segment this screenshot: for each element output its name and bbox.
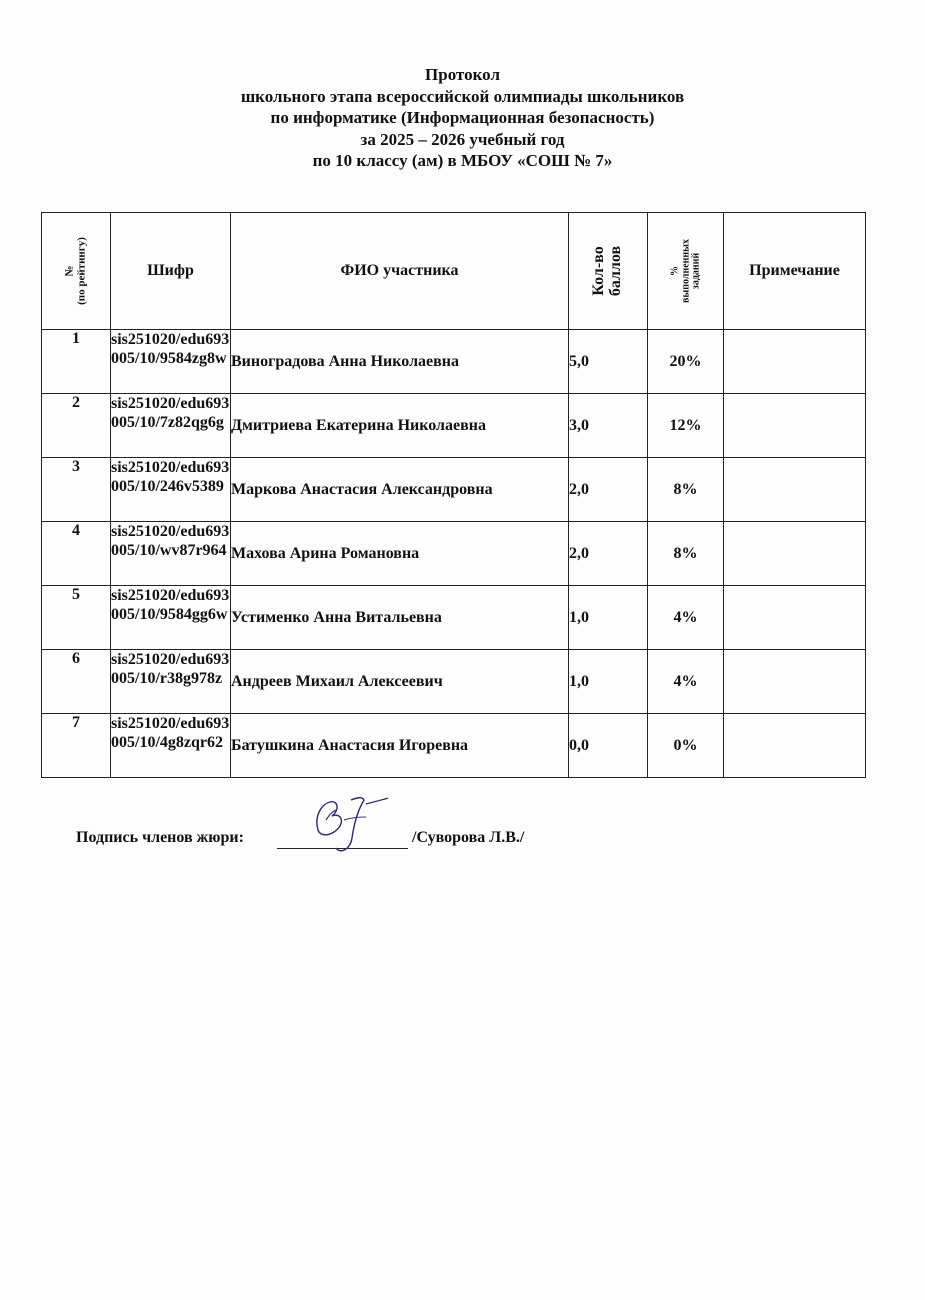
header-score bbox=[569, 213, 648, 330]
row-note bbox=[724, 394, 866, 458]
row-rank: 7 bbox=[42, 714, 111, 778]
row-percent: 12% bbox=[648, 394, 724, 458]
row-score: 2,0 bbox=[569, 458, 648, 522]
header-score-line-1: Кол-во bbox=[590, 246, 608, 296]
header-rank bbox=[42, 213, 111, 330]
header-rank-note: (по рейтингу) bbox=[75, 237, 87, 305]
jury-signature-label: Подпись членов жюри: bbox=[76, 829, 244, 846]
header-percent bbox=[648, 213, 724, 330]
title-line-5: по 10 классу (ам) в МБОУ «СОШ № 7» bbox=[312, 151, 613, 170]
row-rank: 4 bbox=[42, 522, 111, 586]
row-score: 5,0 bbox=[569, 330, 648, 394]
row-percent: 20% bbox=[648, 330, 724, 394]
table-row bbox=[42, 586, 866, 650]
row-code: sis251020/edu693005/10/r38g978z bbox=[111, 650, 231, 714]
row-percent: 8% bbox=[648, 522, 724, 586]
results-table bbox=[41, 212, 866, 778]
title-line-3: по информатике (Информационная безопасность) bbox=[270, 108, 655, 127]
row-score: 2,0 bbox=[569, 522, 648, 586]
row-code: sis251020/edu693005/10/wv87r964 bbox=[111, 522, 231, 586]
row-score: 0,0 bbox=[569, 714, 648, 778]
row-note bbox=[724, 586, 866, 650]
row-name: Виноградова Анна Николаевна bbox=[231, 330, 569, 394]
document-title bbox=[0, 64, 925, 172]
row-percent: 4% bbox=[648, 650, 724, 714]
row-score: 1,0 bbox=[569, 586, 648, 650]
row-note bbox=[724, 650, 866, 714]
row-percent: 4% bbox=[648, 586, 724, 650]
row-note bbox=[724, 522, 866, 586]
header-score-line-2: баллов bbox=[607, 245, 624, 297]
header-percent-symbol: % bbox=[668, 266, 680, 277]
row-code: sis251020/edu693005/10/9584gg6w bbox=[111, 586, 231, 650]
header-code: Шифр bbox=[111, 213, 231, 330]
row-rank: 3 bbox=[42, 458, 111, 522]
row-rank: 6 bbox=[42, 650, 111, 714]
row-name: Дмитриева Екатерина Николаевна bbox=[231, 394, 569, 458]
table-row bbox=[42, 330, 866, 394]
handwritten-signature bbox=[296, 790, 396, 860]
row-rank: 1 bbox=[42, 330, 111, 394]
row-rank: 2 bbox=[42, 394, 111, 458]
row-note bbox=[724, 330, 866, 394]
table-header-row bbox=[42, 213, 866, 330]
row-code: sis251020/edu693005/10/4g8zqr62 bbox=[111, 714, 231, 778]
title-line-1: Протокол bbox=[425, 65, 500, 84]
title-line-4: за 2025 – 2026 учебный год bbox=[360, 129, 565, 149]
signer-name: /Суворова Л.В./ bbox=[412, 829, 525, 846]
table-row bbox=[42, 714, 866, 778]
table-row bbox=[42, 394, 866, 458]
row-score: 3,0 bbox=[569, 394, 648, 458]
row-percent: 0% bbox=[648, 714, 724, 778]
table-row bbox=[42, 458, 866, 522]
table-row bbox=[42, 650, 866, 714]
row-name: Батушкина Анастасия Игоревна bbox=[231, 714, 569, 778]
header-note: Примечание bbox=[724, 213, 866, 330]
row-rank: 5 bbox=[42, 586, 111, 650]
table-row bbox=[42, 522, 866, 586]
row-note bbox=[724, 458, 866, 522]
row-code: sis251020/edu693005/10/7z82qg6g bbox=[111, 394, 231, 458]
row-code: sis251020/edu693005/10/9584zg8w bbox=[111, 330, 231, 394]
row-code: sis251020/edu693005/10/246v5389 bbox=[111, 458, 231, 522]
row-score: 1,0 bbox=[569, 650, 648, 714]
row-note bbox=[724, 714, 866, 778]
header-name: ФИО участника bbox=[231, 213, 569, 330]
row-name: Маркова Анастасия Александровна bbox=[231, 458, 569, 522]
header-percent-line-3: заданий bbox=[689, 252, 701, 290]
row-name: Устименко Анна Витальевна bbox=[231, 586, 569, 650]
row-name: Махова Арина Романовна bbox=[231, 522, 569, 586]
title-line-2: школьного этапа всероссийской олимпиады школьников bbox=[240, 86, 685, 106]
header-rank-symbol: № bbox=[63, 265, 76, 277]
header-percent-line-2: выполненных bbox=[679, 239, 691, 303]
row-name: Андреев Михаил Алексеевич bbox=[231, 650, 569, 714]
row-percent: 8% bbox=[648, 458, 724, 522]
